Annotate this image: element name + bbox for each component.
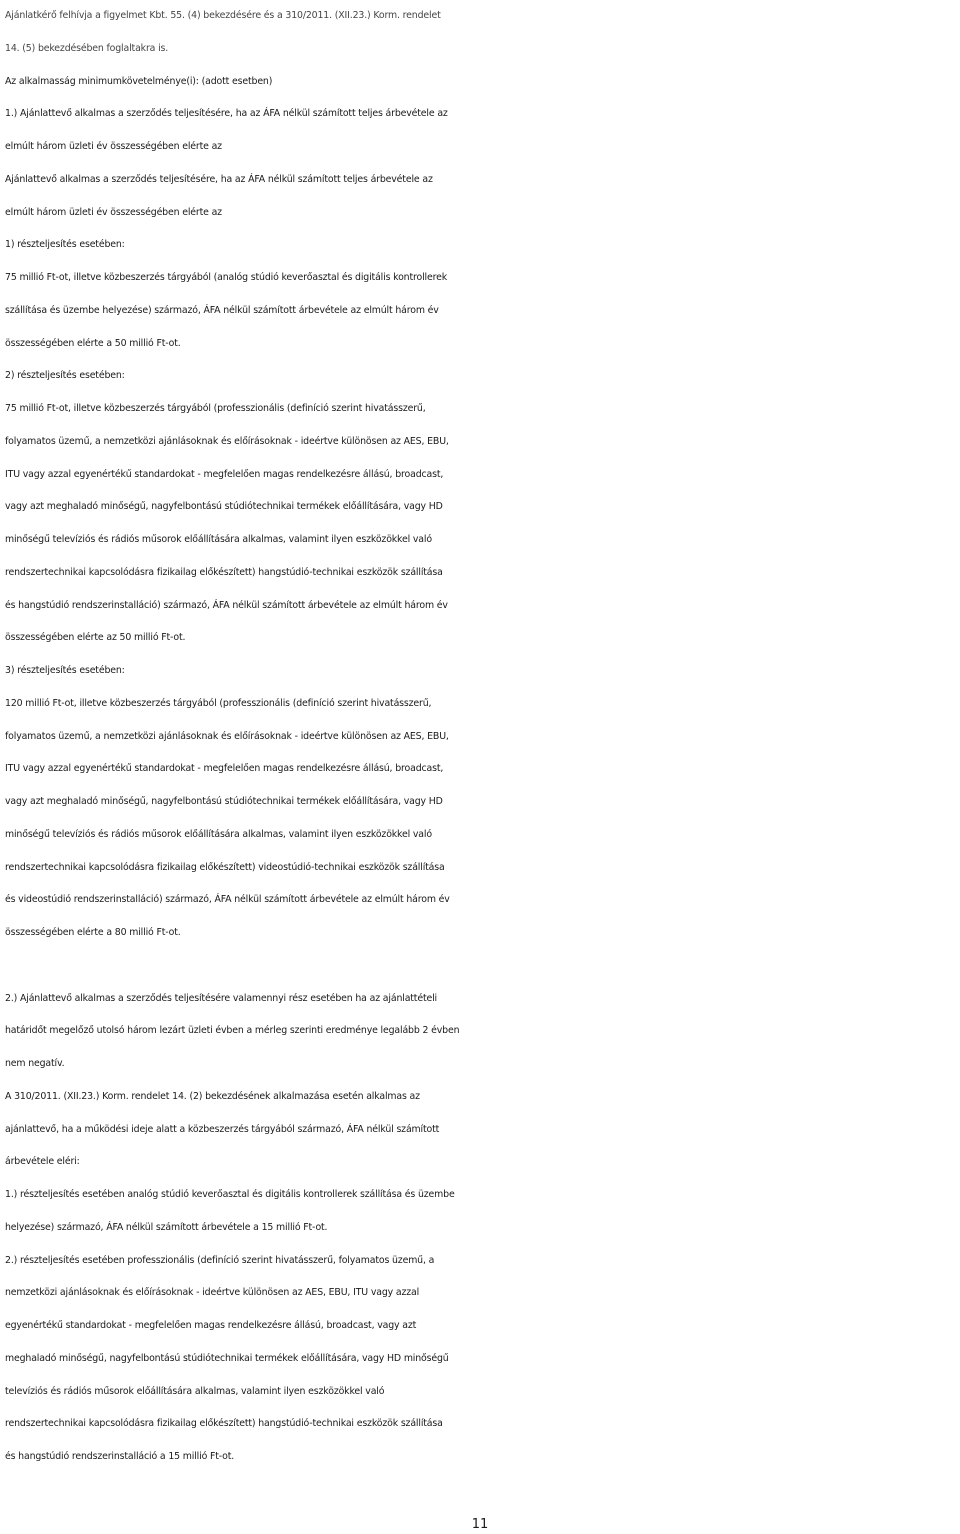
text-line: rendszertechnikai kapcsolódásra fizikailag előkészített) hangstúdió-technikai eszközök szállítása	[5, 566, 443, 578]
text-line: helyezése) származó, ÁFA nélkül számított árbevétele a 15 millió Ft-ot.	[5, 1221, 328, 1233]
text-line: ajánlattevő, ha a működési ideje alatt a közbeszerzés tárgyából származó, ÁFA nélkül számított	[5, 1123, 440, 1135]
text-line: ITU vagy azzal egyenértékű standardokat - megfelelően magas rendelkezésre állású, broadcast,	[5, 763, 444, 775]
text-line: összességében elérte a 80 millió Ft-ot.	[5, 927, 181, 938]
text-line: minőségű televíziós és rádiós műsorok előállítására alkalmas, valamint ilyen eszközökkel való	[5, 534, 432, 545]
page-number: 11	[471, 1517, 489, 1532]
text-line: 1) részteljesítés esetében:	[5, 239, 125, 251]
text-line: Ajánlattevő alkalmas a szerződés teljesítésére, ha az ÁFA nélkül számított teljes árbevétele az	[5, 173, 433, 185]
text-line: vagy azt meghaladó minőségű, nagyfelbontású stúdiótechnikai termékek előállítására, vagy HD	[5, 796, 443, 807]
text-line: és videostúdió rendszerinstalláció) származó, ÁFA nélkül számított árbevétele az elmúlt három év	[5, 894, 450, 906]
text-line: 2) részteljesítés esetében:	[5, 370, 125, 382]
text-line: határidőt megelőző utolsó három lezárt üzleti évben a mérleg szerinti eredménye legalább 2 évben	[5, 1025, 460, 1037]
text-line: A 310/2011. (XII.23.) Korm. rendelet 14. (2) bekezdésének alkalmazása esetén alkalmas az	[5, 1090, 420, 1102]
text-line: 2.) Ajánlattevő alkalmas a szerződés teljesítésére valamennyi rész esetében ha az ajánlattételi	[5, 992, 438, 1004]
document-page	[5, 0, 957, 1474]
text-line: összességében elérte a 50 millió Ft-ot.	[5, 337, 181, 349]
text-line: vagy azt meghaladó minőségű, nagyfelbontású stúdiótechnikai termékek előállítására, vagy HD	[5, 501, 443, 513]
text-line: televíziós és rádiós műsorok előállítására alkalmas, valamint ilyen eszközökkel való	[5, 1385, 385, 1397]
text-line: 75 millió Ft-ot, illetve közbeszerzés tárgyából (professzionális (definíció szerint hivatásszerű,	[5, 403, 426, 414]
section-1	[5, 98, 957, 950]
minimum-requirements-heading: Az alkalmasság minimumkövetelménye(i): (adott esetben)	[5, 75, 273, 87]
intro-paragraph	[5, 0, 957, 66]
text-line: és hangstúdió rendszerinstalláció) származó, ÁFA nélkül számított árbevétele az elmúlt három év	[5, 599, 448, 611]
text-line: Ajánlatkérő felhívja a figyelmet Kbt. 55. (4) bekezdésére és a 310/2011. (XII.23.) Korm. rendelet	[5, 10, 441, 21]
text-line: és hangstúdió rendszerinstalláció a 15 millió Ft-ot.	[5, 1451, 235, 1462]
text-line: 14. (5) bekezdésében foglaltakra is.	[5, 42, 169, 54]
text-line: meghaladó minőségű, nagyfelbontású stúdiótechnikai termékek előállítására, vagy HD minőségű	[5, 1352, 449, 1364]
text-line: minőségű televíziós és rádiós műsorok előállítására alkalmas, valamint ilyen eszközökkel való	[5, 828, 432, 840]
text-line: árbevétele eléri:	[5, 1156, 80, 1168]
text-line: egyenértékű standardokat - megfelelően magas rendelkezésre állású, broadcast, vagy azt	[5, 1320, 417, 1331]
text-line: 75 millió Ft-ot, illetve közbeszerzés tárgyából (analóg stúdió keverőasztal és digitális kontrollerek	[5, 272, 448, 283]
text-line: folyamatos üzemű, a nemzetközi ajánlásoknak és előírásoknak - ideértve különösen az AES, EBU,	[5, 730, 449, 742]
text-line: 1.) részteljesítés esetében analóg stúdió keverőasztal és digitális kontrollerek szállítása és üzembe	[5, 1189, 455, 1200]
text-line: összességében elérte az 50 millió Ft-ot.	[5, 632, 186, 644]
text-line: 120 millió Ft-ot, illetve közbeszerzés tárgyából (professzionális (definíció szerint hivatásszerű,	[5, 697, 432, 709]
text-line: rendszertechnikai kapcsolódásra fizikailag előkészített) videostúdió-technikai eszközök szállítása	[5, 861, 445, 873]
text-line: szállítása és üzembe helyezése) származó, ÁFA nélkül számított árbevétele az elmúlt három év	[5, 304, 439, 316]
text-line: nem negatív.	[5, 1058, 65, 1069]
paragraph-spacer	[5, 950, 957, 983]
text-line: folyamatos üzemű, a nemzetközi ajánlásoknak és előírásoknak - ideértve különösen az AES, EBU,	[5, 435, 449, 447]
section-2	[5, 983, 957, 1474]
text-line: elmúlt három üzleti év összességében elérte az	[5, 206, 222, 218]
text-line: 1.) Ajánlattevő alkalmas a szerződés teljesítésére, ha az ÁFA nélkül számított teljes árbevétele az	[5, 108, 448, 120]
text-line: 3) részteljesítés esetében:	[5, 665, 125, 676]
text-line: nemzetközi ajánlásoknak és előírásoknak - ideértve különösen az AES, EBU, ITU vagy azzal	[5, 1287, 420, 1299]
text-line: 2.) részteljesítés esetében professzionális (definíció szerint hivatásszerű, folyamatos üzemű, a	[5, 1254, 435, 1266]
text-line: rendszertechnikai kapcsolódásra fizikailag előkészített) hangstúdió-technikai eszközök szállítása	[5, 1418, 443, 1430]
text-line: ITU vagy azzal egyenértékű standardokat - megfelelően magas rendelkezésre állású, broadcast,	[5, 468, 444, 480]
text-line: elmúlt három üzleti év összességében elérte az	[5, 141, 222, 152]
